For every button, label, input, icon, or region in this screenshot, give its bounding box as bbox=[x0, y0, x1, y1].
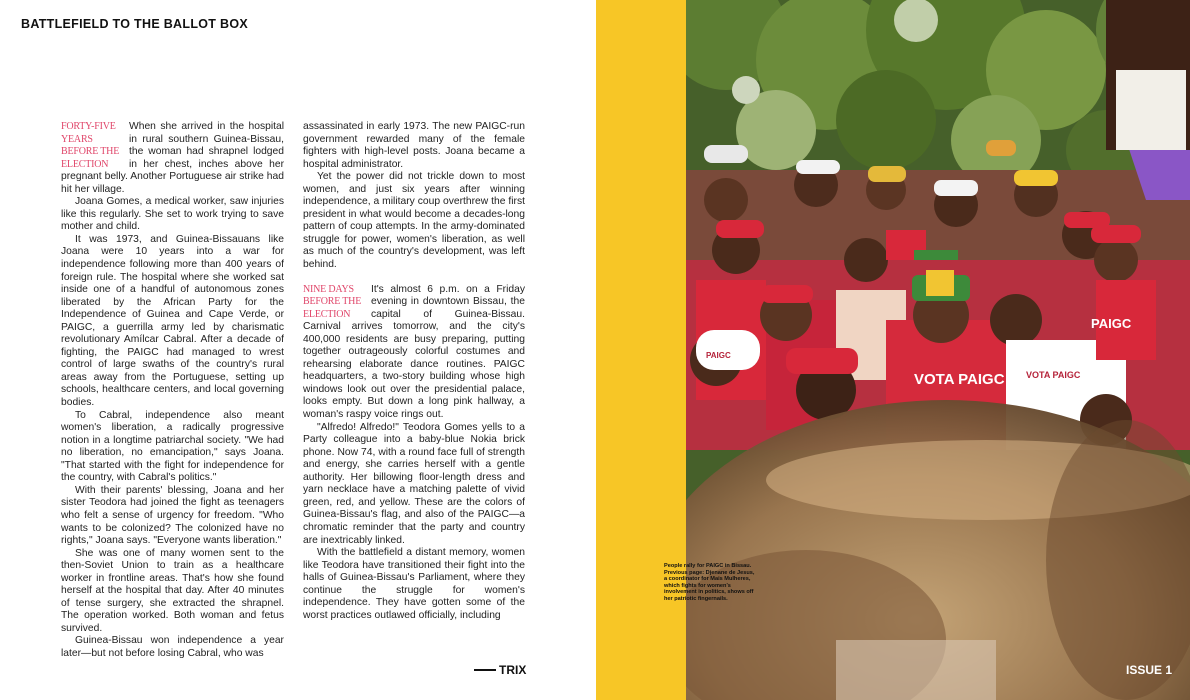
paragraph: With their parents' blessing, Joana and her sister Teodora had joined the fight as teenagers who felt a sense of urgency for freedom. "Who wants to be colonized? The colonized have no rights," Joana says. "Everyone wants liberation." bbox=[61, 484, 284, 547]
section-kicker: NINE DAYS BEFORE THE ELECTION bbox=[303, 283, 362, 320]
paragraph: "Alfredo! Alfredo!" Teodora Gomes yells to a Party colleague into a baby-blue Nokia brick phone. Now 74, with a round face full of strength and energy, she carries herself with a gentle authority. Her billowing floor-length dress and yarn necklace have a matching palette of vivid green, red, and yellow. These are the colors of Guinea-Bissau's flag, and also of the PAIGC—a chromatic reminder that the party and country are inextricably linked. bbox=[303, 421, 525, 546]
rally-photo-illustration bbox=[686, 0, 1190, 700]
issue-folio: ISSUE 1 bbox=[1126, 663, 1173, 677]
article-column-2 bbox=[303, 121, 525, 622]
running-head: BATTLEFIELD TO THE BALLOT BOX bbox=[21, 17, 248, 31]
paragraph: assassinated in early 1973. The new PAIGC-run government rewarded many of the female fighters with high-level posts. Joana became a hospital administrator. bbox=[303, 121, 525, 170]
folio-rule bbox=[474, 669, 496, 671]
paragraph: It's almost 6 p.m. on a Friday evening in downtown Bissau, the capital of Guinea-Bissau. Carnival arrives tomorrow, and the city's 400,000 residents are busy preparing, putting together outrageously colorful costumes and rehearsing elaborate dance routines. PAIGC headquarters, a two-story building whose high windows look out over the presidential palace, looks empty. But down a long pink hallway, a woman's raspy voice rings out. bbox=[303, 283, 525, 421]
magazine-name: TRIX bbox=[499, 663, 527, 677]
paragraph: Guinea-Bissau won independence a year later—but not before losing Cabral, who was bbox=[61, 635, 284, 659]
blurred-foreground-hat bbox=[686, 400, 1190, 700]
photo-caption: People rally for PAIGC in Bissau. Previous page: Djenane de Jesus, a coordinator for Mais Mulheres, which fights for women's involvement in politics, shows off her patriotic fingernails. bbox=[664, 563, 755, 602]
paragraph: To Cabral, independence also meant women's liberation, a radically progressive notion in a longtime patriarchal society. "We had no liberation, no emancipation," says Joana. "That started with the fight for independence for the country, with Cabral's politics." bbox=[61, 409, 284, 484]
paragraph: She was one of many women sent to the then-Soviet Union to train as a healthcare worker in frontline areas. That's how she found herself at the hospital that day. After 40 minutes of tense surgery, she extracted the shrapnel. The operation worked. Both woman and fetus survived. bbox=[61, 547, 284, 634]
rally-photo bbox=[686, 0, 1190, 700]
shirt-text: VOTA PAIGC bbox=[1026, 370, 1081, 380]
paragraph: Yet the power did not trickle down to most women, and just six years after winning independence, a military coup overthrew the first president in what would become a decades-long pattern of coup attempts. In the army-dominated struggle for power, women's liberation, as well as much of the country's development, was left behind. bbox=[303, 171, 525, 271]
paragraph: Joana Gomes, a medical worker, saw injuries like this regularly. She set to work trying to save mother and child. bbox=[61, 196, 284, 233]
paragraph: It was 1973, and Guinea-Bissauans like Joana were 10 years into a war for independence following more than 400 years of foreign rule. The hospital where she worked sat inside one of a handful of autonomous zones liberated by the African Party for the Independence of Guinea and Cape Verde, or PAIGC, a guerrilla army led by charismatic revolutionary Amílcar Cabral. After a decade of fighting, the PAIGC had managed to wrest control of large swaths of the country's rural areas away from the Portuguese, setting up schools, healthcare centers, and local governing bodies. bbox=[61, 233, 284, 409]
folio-left bbox=[474, 663, 526, 677]
paragraph: With the battlefield a distant memory, women like Teodora have transitioned their fight into the halls of Guinea-Bissau's Parliament, where they continue the struggle for women's independence. They have gotten some of the worst practices outlawed officially, including bbox=[303, 547, 525, 621]
section-kicker: FORTY-FIVE YEARS BEFORE THE ELECTION bbox=[61, 121, 120, 170]
article-column-1 bbox=[61, 121, 284, 661]
shirt-text: VOTA PAIGC bbox=[914, 371, 1005, 388]
cap-text: PAIGC bbox=[706, 351, 731, 360]
shirt-text: PAIGC bbox=[1091, 316, 1132, 331]
paragraph: When she arrived in the hospital in rural southern Guinea-Bissau, the woman had shrapnel lodged in her chest, inches above her pregnant belly. Another Portuguese air strike had hit her village. bbox=[61, 121, 284, 195]
